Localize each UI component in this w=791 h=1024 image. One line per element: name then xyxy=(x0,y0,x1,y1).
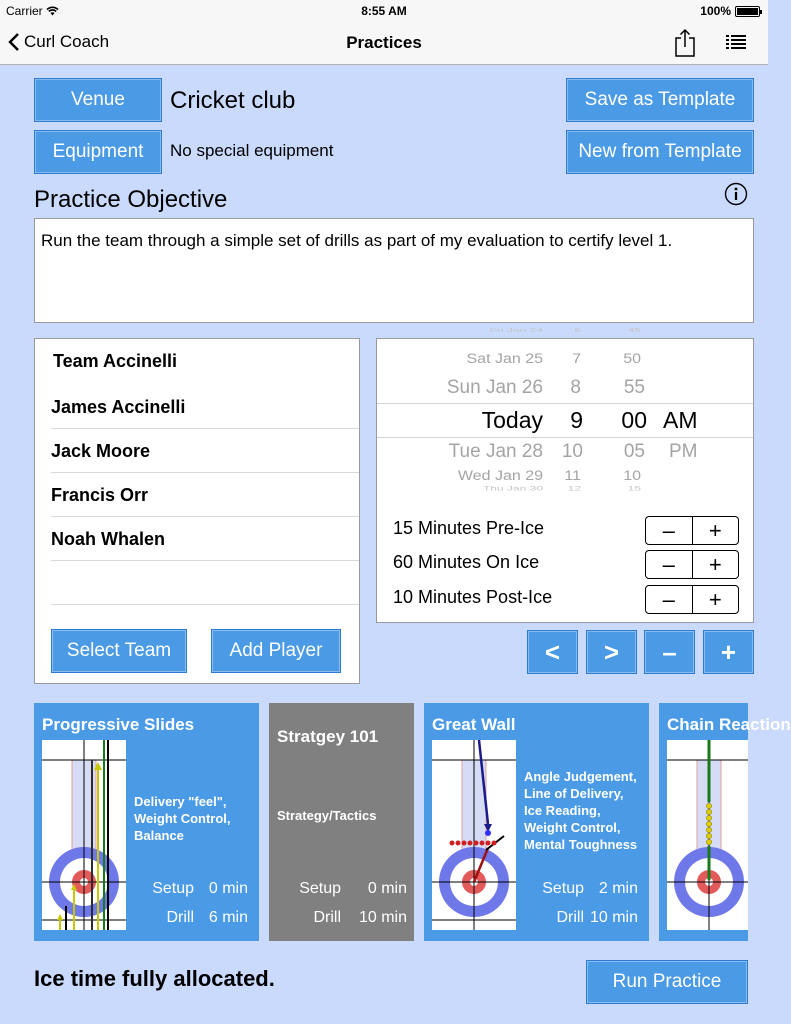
battery-status: 100% xyxy=(700,4,760,18)
player-row[interactable]: Francis Orr xyxy=(51,473,359,517)
objective-heading: Practice Objective xyxy=(34,186,228,213)
status-bar xyxy=(0,0,768,22)
select-team-button[interactable]: Select Team xyxy=(51,629,187,673)
carrier-label: Carrier xyxy=(6,4,59,18)
drill-card-progressive-slides[interactable] xyxy=(34,703,259,941)
drill-label: Drill xyxy=(166,909,194,926)
setup-label: Setup xyxy=(299,880,341,897)
drill-title: Stratgey 101 xyxy=(277,727,379,746)
drill-card-strategy[interactable] xyxy=(269,703,414,941)
drill-description: Strategy/Tactics xyxy=(277,808,377,823)
equipment-button[interactable]: Equipment xyxy=(34,130,162,174)
roster-panel xyxy=(34,338,360,684)
drill-title: Great Wall xyxy=(432,715,516,734)
setup-time: 0 min xyxy=(367,880,407,897)
add-player-button[interactable]: Add Player xyxy=(211,629,341,673)
date-time-picker[interactable]: Fri Jan 24 6 45 Sat Jan 25 7 50 Sun Jan 26 8 55 Today 9 00 AM Tue Jan 28 10 05 PM Wed Jan 29 11 10 Thu Jan 30 12 15 15 Minutes Pre-Ice – + 60 Minutes On Ice – + 10 Minutes Post-Ice – + xyxy=(376,338,754,623)
drill-title: Progressive Slides xyxy=(42,715,195,734)
equipment-value: No special equipment xyxy=(170,141,334,160)
next-drill-button[interactable]: > xyxy=(586,630,637,674)
list-icon xyxy=(726,34,746,52)
info-button[interactable] xyxy=(724,182,748,211)
drill-card-chain-reaction[interactable] xyxy=(659,703,791,941)
empty-player-row[interactable] xyxy=(51,561,359,605)
save-as-template-button[interactable]: Save as Template xyxy=(566,78,754,122)
drill-description: Angle Judgement, Line of Delivery, Ice Reading, Weight Control, Mental Toughness xyxy=(524,769,638,852)
venue-value: Cricket club xyxy=(170,87,296,114)
share-icon xyxy=(674,28,696,58)
decrement-button[interactable]: – xyxy=(646,586,693,613)
on-ice-duration: 60 Minutes On Ice xyxy=(393,552,540,572)
add-drill-button[interactable]: + xyxy=(703,630,754,674)
navigation-bar xyxy=(0,22,768,65)
setup-label: Setup xyxy=(152,880,194,897)
drill-diagram xyxy=(42,740,126,930)
drill-time: 10 min xyxy=(589,909,638,926)
share-button[interactable] xyxy=(674,28,696,63)
pre-ice-duration: 15 Minutes Pre-Ice xyxy=(393,518,545,538)
objective-text-area[interactable]: Run the team through a simple set of drills as part of my evaluation to certify level 1. xyxy=(34,218,754,323)
remove-drill-button[interactable]: – xyxy=(644,630,695,674)
drill-time: 6 min xyxy=(208,909,248,926)
page-title: Practices xyxy=(346,33,422,52)
drill-diagram xyxy=(667,740,748,930)
player-row[interactable]: James Accinelli xyxy=(51,385,359,429)
increment-button[interactable]: + xyxy=(708,517,722,543)
post-ice-duration: 10 Minutes Post-Ice xyxy=(393,587,553,607)
drill-label: Drill xyxy=(313,909,341,926)
battery-icon xyxy=(735,6,760,17)
increment-button[interactable]: + xyxy=(708,586,722,612)
info-icon xyxy=(724,182,748,206)
run-practice-button[interactable]: Run Practice xyxy=(586,960,748,1004)
venue-button[interactable]: Venue xyxy=(34,78,162,122)
decrement-button[interactable]: – xyxy=(646,517,693,544)
previous-drill-button[interactable]: < xyxy=(527,630,578,674)
setup-time: 2 min xyxy=(598,880,638,897)
clock: 8:55 AM xyxy=(361,4,407,18)
back-label: Curl Coach xyxy=(24,32,110,51)
drill-title: Chain Reaction xyxy=(667,715,791,734)
player-row[interactable]: Noah Whalen xyxy=(51,517,359,561)
new-from-template-button[interactable]: New from Template xyxy=(566,130,754,174)
team-name[interactable]: Team Accinelli xyxy=(53,351,178,371)
pre-ice-stepper[interactable] xyxy=(645,516,739,545)
increment-button[interactable]: + xyxy=(708,551,722,577)
decrement-button[interactable]: – xyxy=(646,551,693,578)
player-row[interactable]: Jack Moore xyxy=(51,429,359,473)
ice-time-status: Ice time fully allocated. xyxy=(34,966,275,991)
drill-time: 10 min xyxy=(358,909,407,926)
drill-card-great-wall[interactable] xyxy=(424,703,649,941)
drill-description: Delivery "feel", Weight Control, Balance xyxy=(134,794,231,843)
setup-time: 0 min xyxy=(208,880,248,897)
post-ice-stepper[interactable] xyxy=(645,585,739,614)
drill-label: Drill xyxy=(556,909,584,926)
list-button[interactable] xyxy=(726,34,746,57)
drill-diagram xyxy=(432,740,516,930)
on-ice-stepper[interactable] xyxy=(645,550,739,579)
setup-label: Setup xyxy=(542,880,584,897)
